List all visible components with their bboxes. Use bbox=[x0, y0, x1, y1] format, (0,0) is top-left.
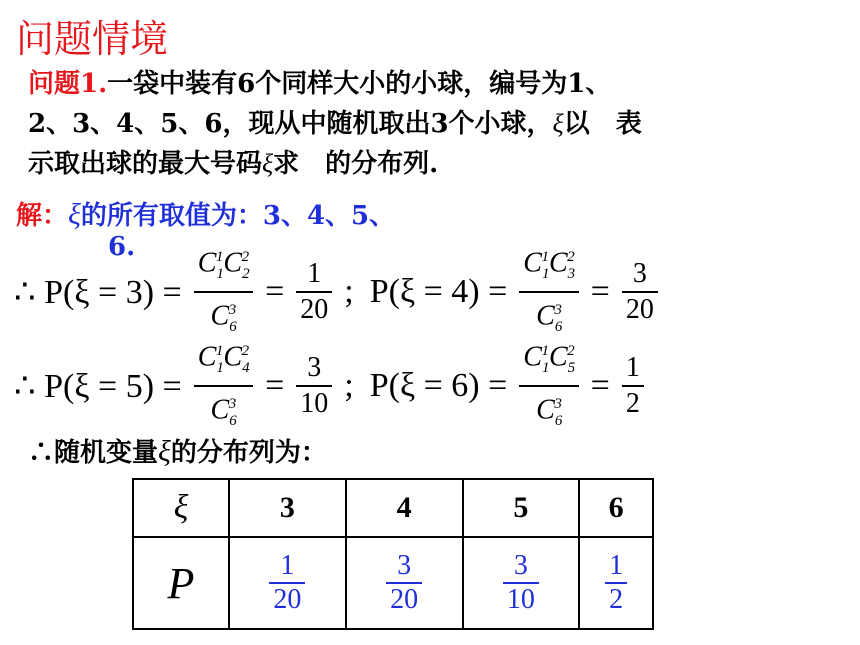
solution-text: 的所有取值为：3、4、5、 bbox=[80, 201, 396, 231]
table-value-cell: 6 bbox=[579, 479, 653, 537]
conclusion-tail: 的分布列为： bbox=[170, 438, 327, 468]
result-fraction: $\frac{3}{10}$ bbox=[296, 351, 332, 421]
table-header-label: ξ bbox=[133, 479, 229, 537]
problem-line-3 bbox=[28, 144, 438, 184]
table-value-cell: 3 bbox=[229, 479, 346, 537]
equation-lhs-6: P(ξ = 6) = bbox=[369, 366, 508, 404]
combination-fraction: $\frac{C_1^1C_3^2}{C_6^3}$ bbox=[519, 240, 578, 344]
problem-line-2 bbox=[28, 104, 642, 144]
problem-text-2c: 表 bbox=[615, 109, 642, 139]
table-prob-row bbox=[133, 537, 653, 629]
table-prob-cell: $\frac{1}{20}$ bbox=[229, 537, 346, 629]
slide-title: 问题情境 bbox=[16, 17, 169, 61]
solution-tail: 6. bbox=[108, 232, 136, 262]
equation-row-1: ∴ P(ξ = 3) = $\frac{C_1^1C_2^2}{C_6^3}$ = $\frac{1}{20}$ ; P(ξ = 4) = $\frac{C_1^1C_3^2}{C_6^3}$ = $\frac{3}{20}$ bbox=[14, 240, 662, 344]
equation-lhs-4: P(ξ = 4) = bbox=[369, 272, 508, 310]
xi-symbol: ξ bbox=[158, 435, 171, 468]
solution-line bbox=[16, 195, 395, 232]
table-row-label: P bbox=[133, 537, 229, 629]
equation-lhs-3: ∴ P(ξ = 3) = bbox=[14, 273, 182, 311]
table-value-cell: 4 bbox=[346, 479, 463, 537]
xi-symbol: ξ bbox=[262, 149, 274, 178]
problem-text-2a: 2、3、4、5、6，现从中随机取出3个小球， bbox=[28, 109, 553, 139]
table-prob-cell: $\frac{1}{2}$ bbox=[579, 537, 653, 629]
combination-fraction: $\frac{C_1^1C_2^2}{C_6^3}$ bbox=[194, 240, 253, 344]
problem-text-2b: 以 bbox=[563, 109, 590, 139]
distribution-table bbox=[132, 478, 654, 630]
table-value-cell: 5 bbox=[463, 479, 580, 537]
equation-lhs-5: ∴ P(ξ = 5) = bbox=[14, 367, 182, 405]
problem-text-3b: 求 bbox=[273, 149, 300, 179]
xi-symbol: ξ bbox=[552, 109, 564, 138]
result-fraction: $\frac{3}{20}$ bbox=[622, 257, 658, 327]
equation-row-2: ∴ P(ξ = 5) = $\frac{C_1^1C_4^2}{C_6^3}$ = $\frac{3}{10}$ ; P(ξ = 6) = $\frac{C_1^1C_5^2}{C_6^3}$ = $\frac{1}{2}$ bbox=[14, 334, 648, 438]
table-header-row bbox=[133, 479, 653, 537]
table-prob-cell: $\frac{3}{10}$ bbox=[463, 537, 580, 629]
problem-line-1 bbox=[28, 64, 611, 104]
result-fraction: $\frac{1}{20}$ bbox=[296, 257, 332, 327]
problem-text-3a: 示取出球的最大号码 bbox=[28, 149, 263, 179]
xi-symbol: ξ bbox=[68, 198, 81, 231]
conclusion-text: ∴随机变量 bbox=[28, 438, 159, 468]
problem-text-1: 一袋中装有6个同样大小的小球，编号为1、 bbox=[107, 69, 612, 99]
combination-fraction: $\frac{C_1^1C_4^2}{C_6^3}$ bbox=[194, 334, 253, 438]
conclusion-line bbox=[28, 432, 327, 469]
problem-text-3c: 的分布列. bbox=[325, 149, 439, 179]
solution-label: 解： bbox=[16, 201, 69, 231]
table-prob-cell: $\frac{3}{20}$ bbox=[346, 537, 463, 629]
result-fraction: $\frac{1}{2}$ bbox=[622, 351, 644, 421]
combination-fraction: $\frac{C_1^1C_5^2}{C_6^3}$ bbox=[519, 334, 578, 438]
problem-label: 问题1. bbox=[28, 69, 108, 99]
